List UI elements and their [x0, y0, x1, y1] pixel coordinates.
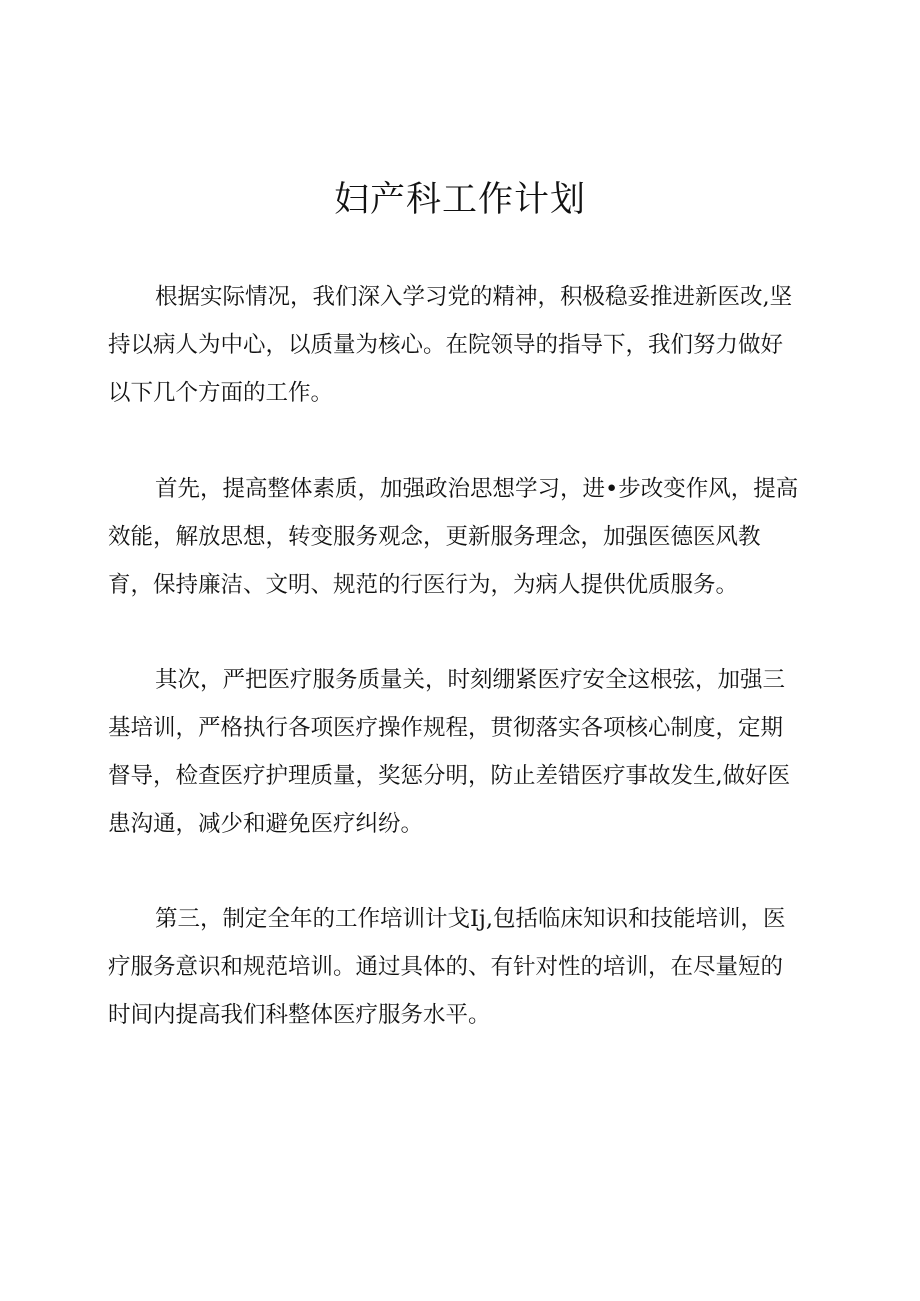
paragraph-line: 疗服务意识和规范培训。通过具体的、有针对性的培训，在尽量短的 [108, 954, 784, 980]
paragraph-line: 首先，提高整体素质，加强政治思想学习，进•步改变作风，提高 [155, 476, 799, 502]
paragraph-third [108, 895, 828, 1039]
paragraph-line: 效能，解放思想，转变服务观念，更新服务理念，加强医德医风教 [108, 524, 761, 550]
paragraph-line: 持以病人为中心，以质量为核心。在院领导的指导下，我们努力做好 [108, 332, 784, 358]
paragraph-line: 根据实际情况，我们深入学习党的精神，积极稳妥推进新医改,坚 [155, 284, 793, 310]
paragraph-intro [108, 273, 828, 417]
paragraph-line: 以下几个方面的工作。 [108, 380, 334, 406]
paragraph-line: 督导，检查医疗护理质量，奖惩分明，防止差错医疗事故发生,做好医 [108, 763, 791, 789]
page-title: 妇产科工作计划 [333, 180, 586, 220]
paragraph-second [108, 656, 828, 848]
paragraph-first [108, 465, 828, 609]
paragraph-line: 基培训，严格执行各项医疗操作规程，贯彻落实各项核心制度，定期 [108, 715, 784, 741]
paragraph-line: 育，保持廉洁、文明、规范的行医行为，为病人提供优质服务。 [108, 572, 739, 598]
paragraph-line: 第三，制定全年的工作培训计戈Ij,包括临床知识和技能培训，医 [155, 906, 786, 932]
paragraph-line: 时间内提高我们科整体医疗服务水平。 [108, 1002, 491, 1028]
paragraph-line: 其次，严把医疗服务质量关，时刻绷紧医疗安全这根弦，加强三 [155, 667, 786, 693]
paragraph-line: 患沟通，减少和避免医疗纠纷。 [108, 811, 424, 837]
